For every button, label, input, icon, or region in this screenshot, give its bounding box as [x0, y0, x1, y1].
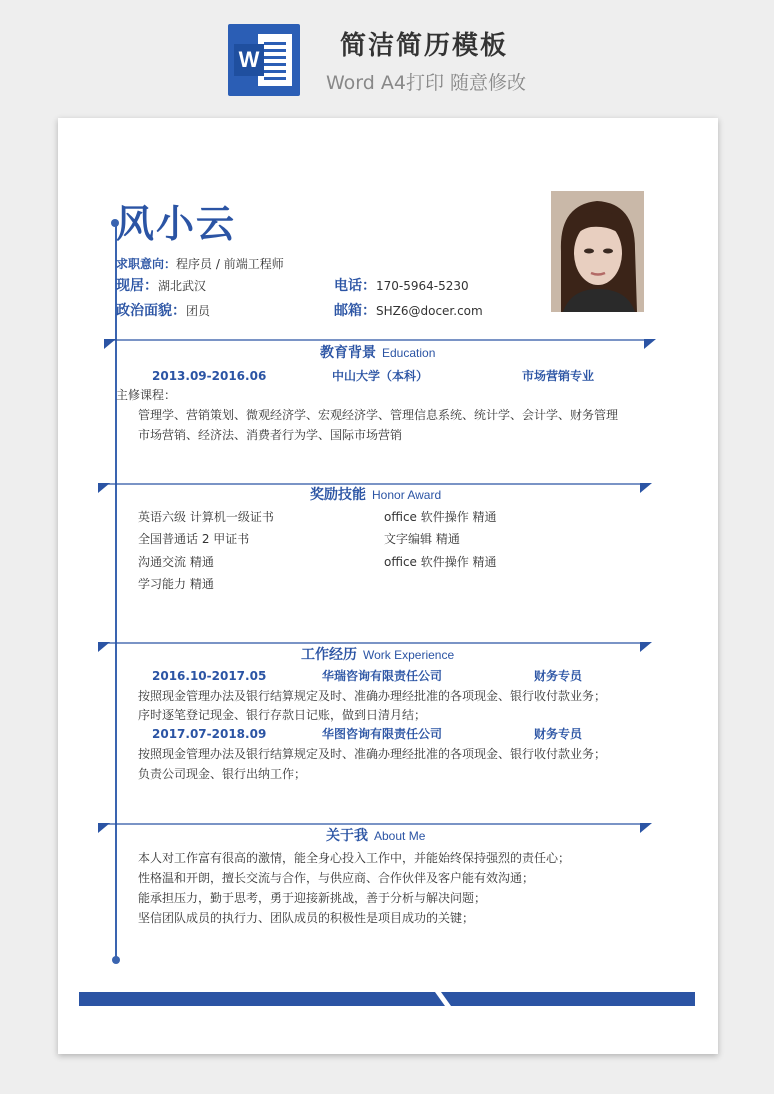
location-value: 湖北武汉: [158, 279, 207, 293]
about-section-title: [326, 827, 425, 845]
job-intent-value: 程序员 / 前端工程师: [176, 257, 284, 271]
profile-photo: [551, 191, 644, 312]
phone-value: 170-5964-5230: [376, 279, 469, 293]
about-title-en: About Me: [374, 829, 426, 843]
job-intent: [116, 253, 284, 273]
about-title-cn: 关于我: [326, 828, 368, 844]
skill-item: 英语六级 计算机一级证书: [138, 510, 274, 524]
job-period: 2017.07-2018.09: [152, 727, 267, 741]
education-major: 市场营销专业: [522, 369, 595, 383]
job-company: 华图咨询有限责任公司: [322, 727, 443, 741]
portrait-illustration: [551, 191, 644, 312]
skill-item: 沟通交流 精通: [138, 555, 214, 569]
email-label: 邮箱：: [334, 303, 376, 319]
phone: [334, 275, 469, 295]
template-title: 简洁简历模板: [340, 31, 509, 61]
courses-line: 管理学、营销策划、微观经济学、宏观经济学、管理信息系统、统计学、会计学、财务管理: [138, 408, 619, 422]
job-intent-label: 求职意向：: [116, 257, 177, 271]
job-role: 财务专员: [534, 727, 583, 741]
job-company: 华瑞咨询有限责任公司: [322, 669, 443, 683]
political-status-label: 政治面貌：: [116, 303, 186, 319]
education-period: 2013.09-2016.06: [152, 369, 267, 383]
skill-item: 全国普通话 2 甲证书: [138, 532, 250, 546]
job-role: 财务专员: [534, 669, 583, 683]
candidate-name: 风小云: [116, 202, 237, 246]
location-label: 现居：: [116, 278, 158, 294]
education-school: 中山大学（本科）: [332, 369, 429, 383]
skill-item: 学习能力 精通: [138, 577, 214, 591]
work-section-title: [301, 646, 454, 664]
job-duty: 按照现金管理办法及银行结算规定及时、准确办理经批准的各项现金、银行收付款业务；: [138, 747, 607, 761]
political-status-value: 团员: [186, 304, 211, 318]
work-title-cn: 工作经历: [301, 647, 357, 663]
awards-title-en: Honor Award: [372, 488, 442, 502]
template-subtitle: Word A4打印 随意修改: [326, 72, 527, 94]
political-status: [116, 300, 210, 320]
word-letter: W: [234, 44, 264, 76]
template-banner: [0, 0, 774, 110]
skill-item: 文字编辑 精通: [384, 532, 460, 546]
job-duty: 序时逐笔登记现金、银行存款日记账，做到日清月结；: [138, 708, 427, 722]
about-line: 性格温和开朗，擅长交流与合作，与供应商、合作伙伴及客户能有效沟通；: [138, 871, 535, 885]
word-document-icon: [228, 24, 300, 96]
courses-line: 市场营销、经济法、消费者行为学、国际市场营销: [138, 428, 403, 442]
courses-label: 主修课程：: [116, 388, 177, 402]
phone-label: 电话：: [334, 278, 376, 294]
location: [116, 275, 206, 295]
skill-item: office 软件操作 精通: [384, 555, 497, 569]
work-title-en: Work Experience: [363, 648, 455, 662]
about-line: 本人对工作富有很高的激情，能全身心投入工作中，并能始终保持强烈的责任心；: [138, 851, 571, 865]
job-period: 2016.10-2017.05: [152, 669, 267, 683]
timeline-end-dot: [112, 956, 120, 964]
education-title-en: Education: [382, 346, 436, 360]
job-duty: 负责公司现金、银行出纳工作；: [138, 767, 307, 781]
email-value: SHZ6@docer.com: [376, 304, 483, 318]
education-section-title: [320, 344, 435, 362]
timeline-line: [115, 222, 117, 960]
job-duty: 按照现金管理办法及银行结算规定及时、准确办理经批准的各项现金、银行收付款业务；: [138, 689, 607, 703]
skill-item: office 软件操作 精通: [384, 510, 497, 524]
resume-page: [58, 118, 718, 1054]
about-line: 能承担压力，勤于思考，勇于迎接新挑战，善于分析与解决问题；: [138, 891, 487, 905]
about-line: 坚信团队成员的执行力、团队成员的积极性是项目成功的关键；: [138, 911, 475, 925]
education-title-cn: 教育背景: [320, 345, 376, 361]
email: [334, 300, 483, 320]
awards-title-cn: 奖励技能: [310, 487, 366, 503]
footer-bar: [79, 992, 695, 1008]
awards-section-title: [310, 486, 441, 504]
